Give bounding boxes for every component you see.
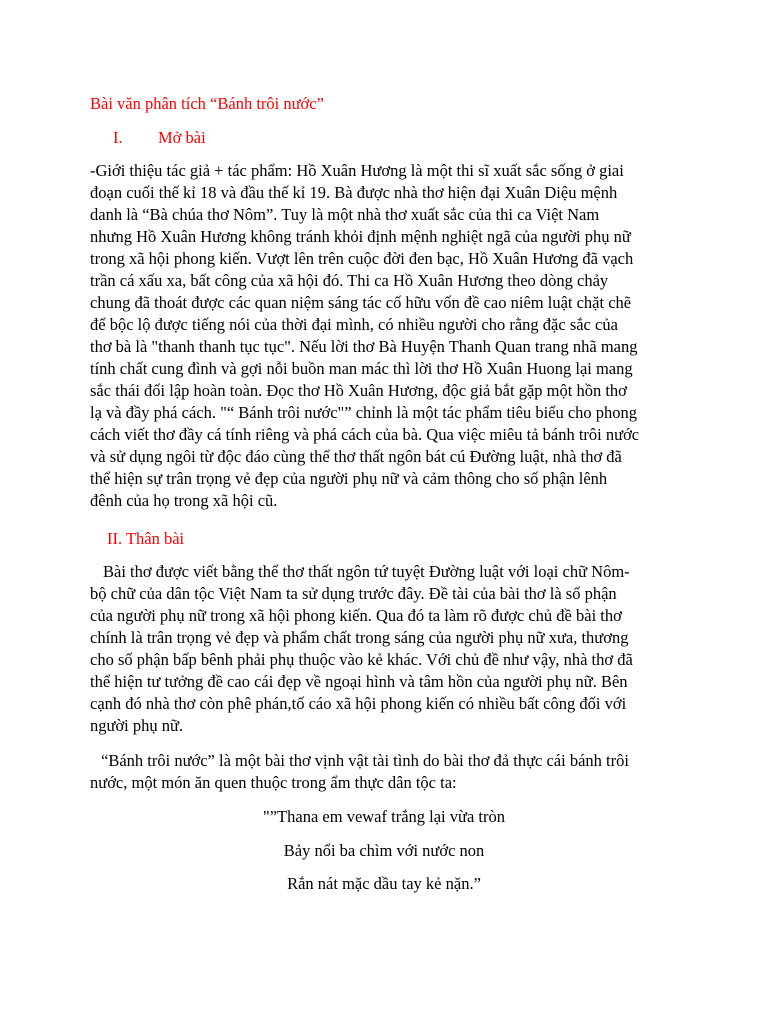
paragraph-line: cách viết thơ đầy cá tính riêng và phá cách của bà. Qua việc miêu tả bánh trôi nước	[90, 425, 640, 444]
paragraph-line: danh là “Bà chúa thơ Nôm”. Tuy là một nhà thơ xuất sắc của thi ca Việt Nam	[90, 205, 600, 224]
paragraph-line: người phụ nữ.	[90, 716, 184, 735]
section-number: I.	[113, 128, 123, 147]
paragraph-line: trần cá xấu xa, bất công của xã hội đó. Thi ca Hồ Xuân Hương theo dòng chảy	[90, 271, 609, 290]
section-title: Mở bài	[158, 128, 206, 147]
paragraph-line: Bài thơ được viết bằng thể thơ thất ngôn tứ tuyệt Đường luật với loại chữ Nôm-	[103, 562, 630, 581]
paragraph-line: của người phụ nữ trong xã hội phong kiến. Qua đó ta làm rõ được chủ đề bài thơ	[90, 606, 622, 625]
paragraph-line: chung đã thoát được các quan niệm sáng tác cố hữu vốn đề cao niêm luật chặt chẽ	[90, 293, 632, 312]
paragraph-line: -Giới thiệu tác giả + tác phẩm: Hồ Xuân Hương là một thi sĩ xuất sắc sống ở giai	[90, 161, 624, 180]
paragraph-line: đoạn cuối thế kỉ 18 và đầu thế kỉ 19. Bà được nhà thơ hiện đại Xuân Diệu mệnh	[90, 183, 618, 202]
paragraph-line: nước, một món ăn quen thuộc trong ẩm thực dân tộc ta:	[90, 773, 457, 792]
paragraph-line: thể hiện tư tưởng đề cao cái đẹp về ngoại hình và tâm hồn của người phụ nữ. Bên	[90, 672, 628, 691]
paragraph-line: sắc thái đối lập hoàn toàn. Đọc thơ Hồ Xuân Hương, độc giả bắt gặp một hồn thơ	[90, 381, 627, 400]
paragraph-line: cho số phận bấp bênh phải phụ thuộc vào kẻ khác. Với chủ đề như vậy, nhà thơ đã	[90, 650, 633, 669]
paragraph-line: thơ bà là "thanh thanh tục tục". Nếu lời thơ Bà Huyện Thanh Quan trang nhã mang	[90, 337, 638, 356]
paragraph-line: thể hiện sự trân trọng vẻ đẹp của người phụ nữ và cảm thông cho số phận lênh	[90, 469, 608, 488]
poem-line: Bảy nổi ba chìm với nước non	[283, 841, 485, 860]
paragraph-line: bộ chữ của dân tộc Việt Nam ta sử dụng trước đây. Đề tài của bài thơ là số phận	[90, 584, 617, 603]
paragraph-line: nhưng Hồ Xuân Hương không tránh khỏi định mệnh nghiệt ngã của người phụ nữ	[90, 227, 631, 246]
paragraph-line: tính chất cung đình và gợi nỗi buồn man mác thì lời thơ Hồ Xuân Huong lại mang	[90, 359, 633, 378]
paragraph-line: cạnh đó nhà thơ còn phê phán,tố cáo xã hội phong kiến có nhiều bất công đối với	[90, 694, 627, 713]
paragraph-line: và sử dụng ngôi từ độc đáo cùng thể thơ thất ngôn bát cú Đường luật, nhà thơ đã	[90, 447, 622, 466]
poem-line: "”Thana em vewaf trắng lại vừa tròn	[263, 807, 505, 826]
paragraph-line: trong xã hội phong kiến. Vượt lên trên cuộc đời đen bạc, Hồ Xuân Hương đã vạch	[90, 249, 634, 268]
poem-line: Rắn nát mặc dầu tay kẻ nặn.”	[287, 874, 481, 893]
paragraph-line: “Bánh trôi nước” là một bài thơ vịnh vật tài tình do bài thơ đả thực cái bánh trôi	[101, 751, 629, 770]
section-heading-than-bai: II. Thân bài	[107, 529, 185, 548]
paragraph-line: lạ và đầy phá cách. "“ Bánh trôi nước"” chỉnh là một tác phẩm tiêu biểu cho phong	[90, 403, 638, 422]
paragraph-line: để bộc lộ được tiếng nói của thời đại mình, có nhiều người cho rằng đặc sắc của	[90, 315, 618, 334]
paragraph-line: đênh của họ trong xã hội cũ.	[90, 491, 278, 510]
paragraph-line: chính là trân trọng vẻ đẹp và phẩm chất trong sáng của người phụ nữ xưa, thương	[90, 628, 629, 647]
document-title: Bài văn phân tích “Bánh trôi nước”	[90, 94, 324, 113]
